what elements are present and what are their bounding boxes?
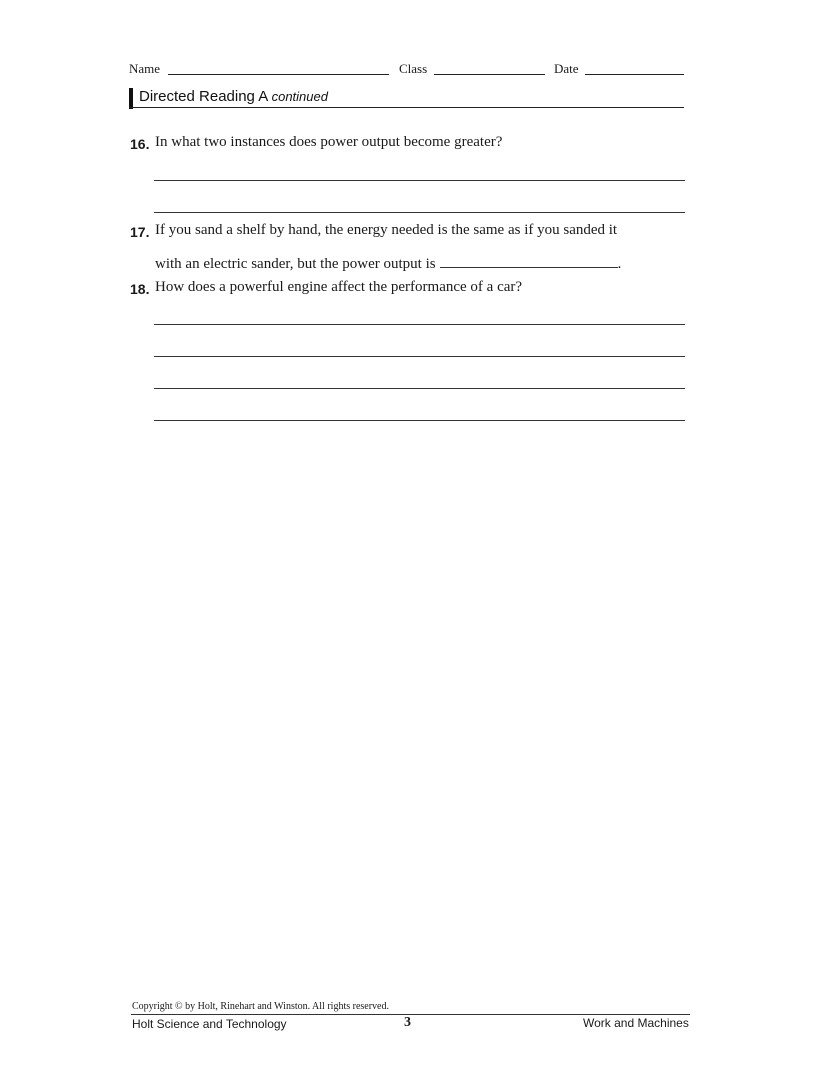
- section-rule: [129, 107, 684, 108]
- question-17-text-line1: If you sand a shelf by hand, the energy needed is the same as if you sanded it: [155, 222, 618, 238]
- question-16-number: 16.: [130, 136, 150, 152]
- page-number: 3: [404, 1015, 411, 1030]
- date-field[interactable]: [585, 74, 684, 75]
- date-label: Date: [554, 61, 579, 76]
- question-18-answer-line-1[interactable]: [154, 324, 685, 325]
- section-marker-bar: [129, 88, 133, 109]
- question-17-blank[interactable]: [440, 255, 618, 268]
- footer-book-title: Holt Science and Technology: [132, 1017, 287, 1031]
- question-18-answer-line-2[interactable]: [154, 356, 685, 357]
- name-label: Name: [129, 61, 161, 76]
- question-17-text-line2: [155, 255, 621, 273]
- name-field[interactable]: [168, 74, 389, 75]
- question-16-text: In what two instances does power output become greater?: [155, 134, 503, 150]
- question-18-number: 18.: [130, 281, 150, 297]
- class-field[interactable]: [434, 74, 545, 75]
- copyright-notice: Copyright © by Holt, Rinehart and Winston. All rights reserved.: [132, 1001, 389, 1012]
- question-17-number: 17.: [130, 224, 150, 240]
- question-17-period: .: [617, 256, 622, 272]
- question-16-answer-line-2[interactable]: [154, 212, 685, 213]
- section-title-text: Directed Reading A: [139, 88, 268, 105]
- question-17-text-line2-prefix: with an electric sander, but the power output is: [155, 256, 436, 272]
- question-18-text: How does a powerful engine affect the performance of a car?: [155, 279, 523, 295]
- footer-chapter-title: Work and Machines: [583, 1016, 689, 1030]
- question-18-answer-line-4[interactable]: [154, 420, 685, 421]
- section-continued: continued: [271, 89, 328, 104]
- question-16-answer-line-1[interactable]: [154, 180, 685, 181]
- question-18-answer-line-3[interactable]: [154, 388, 685, 389]
- section-title: [139, 88, 328, 105]
- class-label: Class: [399, 61, 428, 76]
